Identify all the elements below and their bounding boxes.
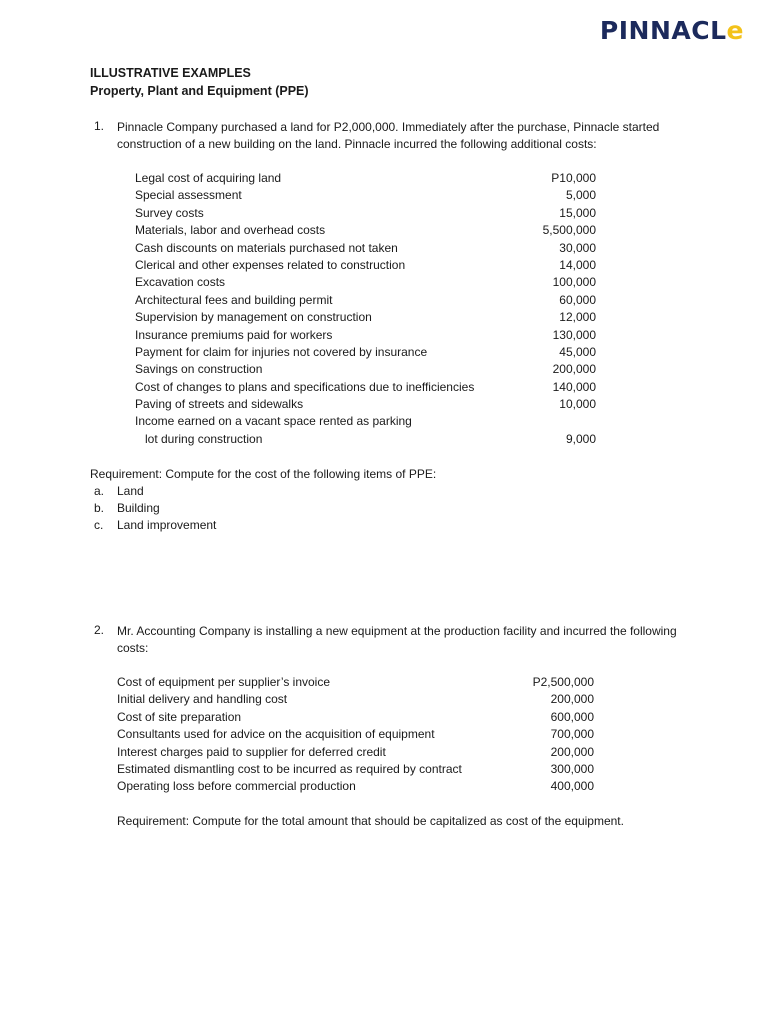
cost-label: Consultants used for advice on the acquisition of equipment [117,727,435,742]
cost-row [117,709,594,726]
page-title: ILLUSTRATIVE EXAMPLES [90,66,251,80]
cost-amount: 12,000 [559,310,596,325]
cost-label: Paving of streets and sidewalks [135,397,304,412]
cost-amount: 30,000 [559,240,596,255]
q1-number: 1. [94,119,105,133]
cost-amount: 100,000 [552,275,596,290]
q2-number: 2. [94,623,105,637]
cost-label: Estimated dismantling cost to be incurred as required by contract [117,762,462,776]
subitem-text: Land improvement [117,518,217,532]
q2-requirement: Requirement: Compute for the total amount that should be capitalized as cost of the equipment. [117,814,624,828]
q1-last-item-label-line1: Income earned on a vacant space rented as parking [135,414,412,428]
cost-row [135,274,596,291]
cost-amount: P2,500,000 [532,675,594,689]
cost-row [135,257,596,274]
q1-requirement: Requirement: Compute for the cost of the following items of PPE: [90,467,437,481]
cost-label: Special assessment [135,188,242,203]
cost-label: Operating loss before commercial production [117,779,356,794]
cost-amount: 400,000 [550,779,594,794]
cost-row [117,691,594,708]
cost-amount: 14,000 [559,258,596,272]
cost-label: Excavation costs [135,275,226,290]
cost-row [135,187,596,204]
cost-amount: 60,000 [559,292,596,307]
cost-label: Initial delivery and handling cost [117,692,288,707]
cost-label: Cost of equipment per supplier’s invoice [117,675,331,689]
cost-amount: 300,000 [550,762,594,776]
cost-amount: 130,000 [552,327,596,342]
q1-last-item-amount: 9,000 [565,432,596,446]
cost-label: Materials, labor and overhead costs [135,223,326,238]
cost-label: Supervision by management on construction [135,310,372,325]
cost-label: Cost of changes to plans and specifications due to inefficiencies [135,379,475,394]
cost-row [117,674,594,691]
cost-row [135,361,596,378]
subitem-letter: a. [94,484,105,498]
cost-row [117,726,594,743]
cost-amount: P10,000 [551,171,596,185]
cost-amount: 45,000 [559,345,596,359]
cost-row [117,761,594,778]
cost-row [135,292,596,309]
subitem-letter: b. [94,501,105,515]
cost-row [135,379,596,396]
cost-label: Cost of site preparation [117,709,242,724]
cost-row [135,170,596,187]
cost-row [117,744,594,761]
cost-amount: 15,000 [559,205,596,220]
q1-text: Pinnacle Company purchased a land for P2,000,000. Immediately after the purchase, Pinnacle started construction of a new building on the land. Pinnacle incurred the following additional costs: [117,120,660,151]
cost-row [135,309,596,326]
subitem-text: Land [117,484,144,498]
cost-amount: 200,000 [552,362,596,377]
cost-amount: 140,000 [552,379,596,394]
cost-amount: 5,500,000 [542,223,596,238]
q1-last-item-label-line2: lot during construction [145,432,263,446]
pinnacle-logo [600,16,744,45]
cost-amount: 600,000 [550,709,594,724]
cost-label: Payment for claim for injuries not covered by insurance [135,345,428,359]
subitem-text: Building [117,501,160,515]
cost-row [135,205,596,222]
cost-label: Savings on construction [135,362,263,377]
cost-label: Survey costs [135,205,204,220]
cost-row [135,344,596,361]
cost-row [117,778,594,795]
cost-row [135,222,596,239]
cost-label: Legal cost of acquiring land [135,171,282,185]
cost-label: Clerical and other expenses related to construction [135,258,406,272]
cost-label: Interest charges paid to supplier for deferred credit [117,744,386,759]
cost-amount: 200,000 [550,692,594,707]
q2-text: Mr. Accounting Company is installing a new equipment at the production facility and incurred the following costs: [117,624,677,655]
subitem-letter: c. [94,518,104,532]
cost-amount: 200,000 [550,744,594,759]
cost-row [135,240,596,257]
cost-row [135,327,596,344]
cost-amount: 700,000 [550,727,594,742]
cost-label: Cash discounts on materials purchased not taken [135,240,398,255]
cost-label: Architectural fees and building permit [135,292,333,307]
cost-row [135,396,596,413]
cost-amount: 5,000 [565,188,596,203]
page-subtitle: Property, Plant and Equipment (PPE) [90,84,309,98]
logo-main-text: PINNACL [599,16,727,45]
cost-amount: 10,000 [559,397,596,412]
logo-accent-text: e [726,16,744,45]
cost-label: Insurance premiums paid for workers [135,327,333,342]
